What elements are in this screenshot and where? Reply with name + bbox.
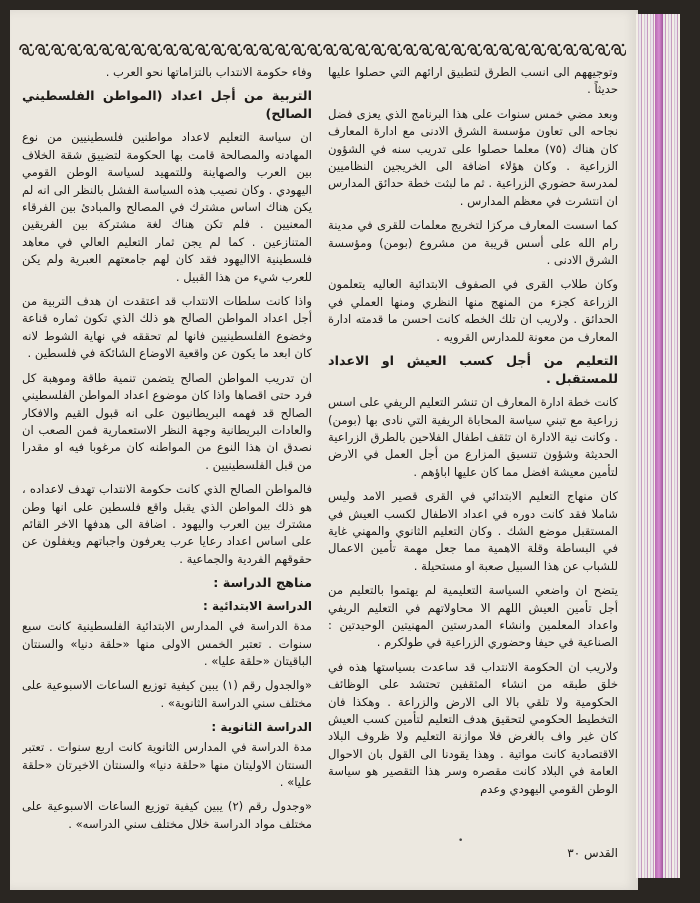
paragraph: كما اسست المعارف مركزا لتخريج معلمات للقرى في مدينة رام الله على أسس قريبة من مشروع (بومن) ومؤسسة الشرق الادنى . (328, 218, 618, 268)
paragraph: مدة الدراسة في المدارس الثانوية كانت اربع سنوات . تعتبر السنتان الاوليتان منها «حلقة دنيا» والسنتان الاخيرتان «حلقة عليا» . (22, 740, 312, 789)
paragraph: واذا كانت سلطات الانتداب قد اعتقدت ان هدف التربية من أجل اعداد المواطن الصالح هو ذلك الذي تكون ثماره قناعة وخضوع الفلسطينيين فانها لم تحققه في نهاية الشوط لانه كان ابعد ما يكون عن واقعية الاوضاع الشائكة في فلسطين . (22, 294, 312, 361)
decorative-border-ornament (18, 40, 626, 60)
subheading-secondary: الدراسة الثانوية : (211, 720, 312, 735)
paragraph: كانت خطة ادارة المعارف ان تنشر التعليم الريفي على اسس زراعية مع تبني سياسة المحاباة الريفية التي نادى بها (بومن) . وكانت نية الادارة ان تثقف اطفال الفلاحين بالطرق الزراعية الحديثة وشؤون تنسيق المزارع من أجل العمل في الارض لتأمين معيشة افضل مما كان عليها اباؤهم . (328, 395, 618, 479)
paragraph: ان سياسة التعليم لاعداد مواطنين فلسطينيين من نوع المهادنه والمصالحة قامت بها الحكومة لتضييق شقة الخلاف بين العرب والصهاينة وللتمهيد لسياسة الوطن القومي اليهودي . وكان نصيب هذه السياسة الفشل بالنظر الى انه لم يكن هناك اساس مشترك في المصالح والمبادئ بين الفرقاء المعنيين . فلم تكن هناك لغة مشتركة بين الفريقين المتنازعين . كما لم يجن ثمار التعليم العالي في معاهد فلسطينية الااليهود فقد كان لهم جامعتهم العبرية ولم يكن للعرب شيء من هذا القبيل . (22, 130, 312, 284)
section-heading-citizen: التربية من أجل اعداد (المواطن الفلسطيني الصالح) (22, 89, 312, 123)
section-heading-curricula: مناهج الدراسة : (213, 576, 312, 592)
right-text-column (328, 64, 618, 844)
bottom-mark: • (458, 836, 464, 846)
paragraph: ان تدريب المواطن الصالح يتضمن تنمية طاقة وموهبة كل فرد حتى اقصاها واذا كان موضوع اعداد المواطن الفلسطيني الصالح قد فهمه البريطانيون على انه قبول القيم والافكار والعادات البريطانية وجهة النظر الاستعمارية فمن الصعب ان نصدق ان هذا النوع من المواطنه كان مرغوبا فيه او مقدرا من قبل الفلسطينيين . (22, 370, 312, 472)
paragraph: «وجدول رقم (٢) يبين كيفية توزيع الساعات الاسبوعية على مختلف مواد الدراسة خلال مختلف سني الدراسه» . (22, 799, 312, 831)
paragraph: كان منهاج التعليم الابتدائي في القرى قصير الامد وليس شاملا فقد كانت دوره في اعداد الاطفال لكسب العيش في المستقبل موضع الشك . وكان التعليم الثانوي والمهني غاية في البساطة وقلة الاهمية مما جعل مهمة تأمين الاعمال للشباب عن هذا السبيل صعبة او مستحيلة . (328, 489, 618, 573)
paragraph: يتضح ان واضعي السياسة التعليمية لم يهتموا بالتعليم من أجل تأمين العيش اللهم الا محاولاتهم في التعليم الريفي واعداد المعلمين وانشاء المدرستين المهنيتين الوحيدتين : الصناعية في حيفا وحضوري الزراعية في طولكرم . (328, 583, 618, 650)
subheading-primary: الدراسة الابتدائية : (203, 599, 312, 614)
paragraph: وكان طلاب القرى في الصفوف الابتدائية العاليه يتعلمون الزراعة كجزء من المنهج منها النظري ومنها العملي في الحدائق . ولاريب ان تلك الخطه كانت احسن ما قدمته ادارة المعارف من معونة للمدارس القرويه . (328, 277, 618, 344)
paragraph: وفاء حكومة الانتداب بالتزاماتها نحو العرب . (105, 65, 312, 79)
paragraph: فالمواطن الصالح الذي كانت حكومة الانتداب تهدف لاعداده ، هو ذلك المواطن الذي يقبل واقع فلسطين على انها وطن مشترك بين العرب واليهود . اضافة الى هدفها الاخر القائم على اساس اعداد رعايا عرب يعرفون واجباتهم ويغفلون عن حقوقهم الفردية والجماعية . (22, 482, 312, 566)
page-footer: القدس ٣٠ (567, 846, 618, 860)
left-text-column (22, 64, 312, 844)
paragraph: ولاريب ان الحكومة الانتداب قد ساعدت بسياستها هذه في خلق طبقه من انشاء المثقفين تحتشد على الوظائف الحكومية ولا تلقي بالا الى الارض والزراعة . وهكذا فان التخطيط الحكومي لتحقيق هدف التعليم لتأمين كسب العيش كان غير واف بالغرض فلا موازنة التعليم ولا ظروف البلاد الاقتصادية كانت مواتية . وهذا يقودنا الى القول بان الاحوال العامة في البلاد كانت مقصره وسر هذا التقصير هو سياسة الوطن القومي اليهودي وعدم (328, 659, 618, 796)
paragraph: وبعد مضي خمس سنوات على هذا البرنامج الذي يعزى فضل نجاحه الى تعاون مؤسسة الشرق الادنى مع ادارة المعارف كان هناك (٧٥) معلما حصلوا على تدريب سنه في الشؤون الزراعية . وكان هؤلاء اضافة الى الخريجين النظاميين لمدرسة حضوري الزراعية . ثم ما لبثت خطة حدائق المدارس ان انتشرت في معظم المدارس . (328, 106, 618, 208)
paragraph: «والجدول رقم (١) يبين كيفية توزيع الساعات الاسبوعية على مختلف سني الدراسة الثانوية» . (22, 678, 312, 710)
paragraph: مدة الدراسة في المدارس الابتدائية الفلسطينية كانت سبع سنوات . تعتبر الخمس الاولى منها «حلقة دنيا» والسنتان الباقيتان «حلقة عليا» . (22, 619, 312, 668)
section-heading-livelihood: التعليم من أجل كسب العيش او الاعداد للمستقبل . (328, 354, 618, 388)
paragraph: وتوجيههم الى انسب الطرق لتطبيق ارائهم التي حصلوا عليها حديثاً . (328, 65, 618, 97)
page-edge-band (655, 14, 663, 878)
